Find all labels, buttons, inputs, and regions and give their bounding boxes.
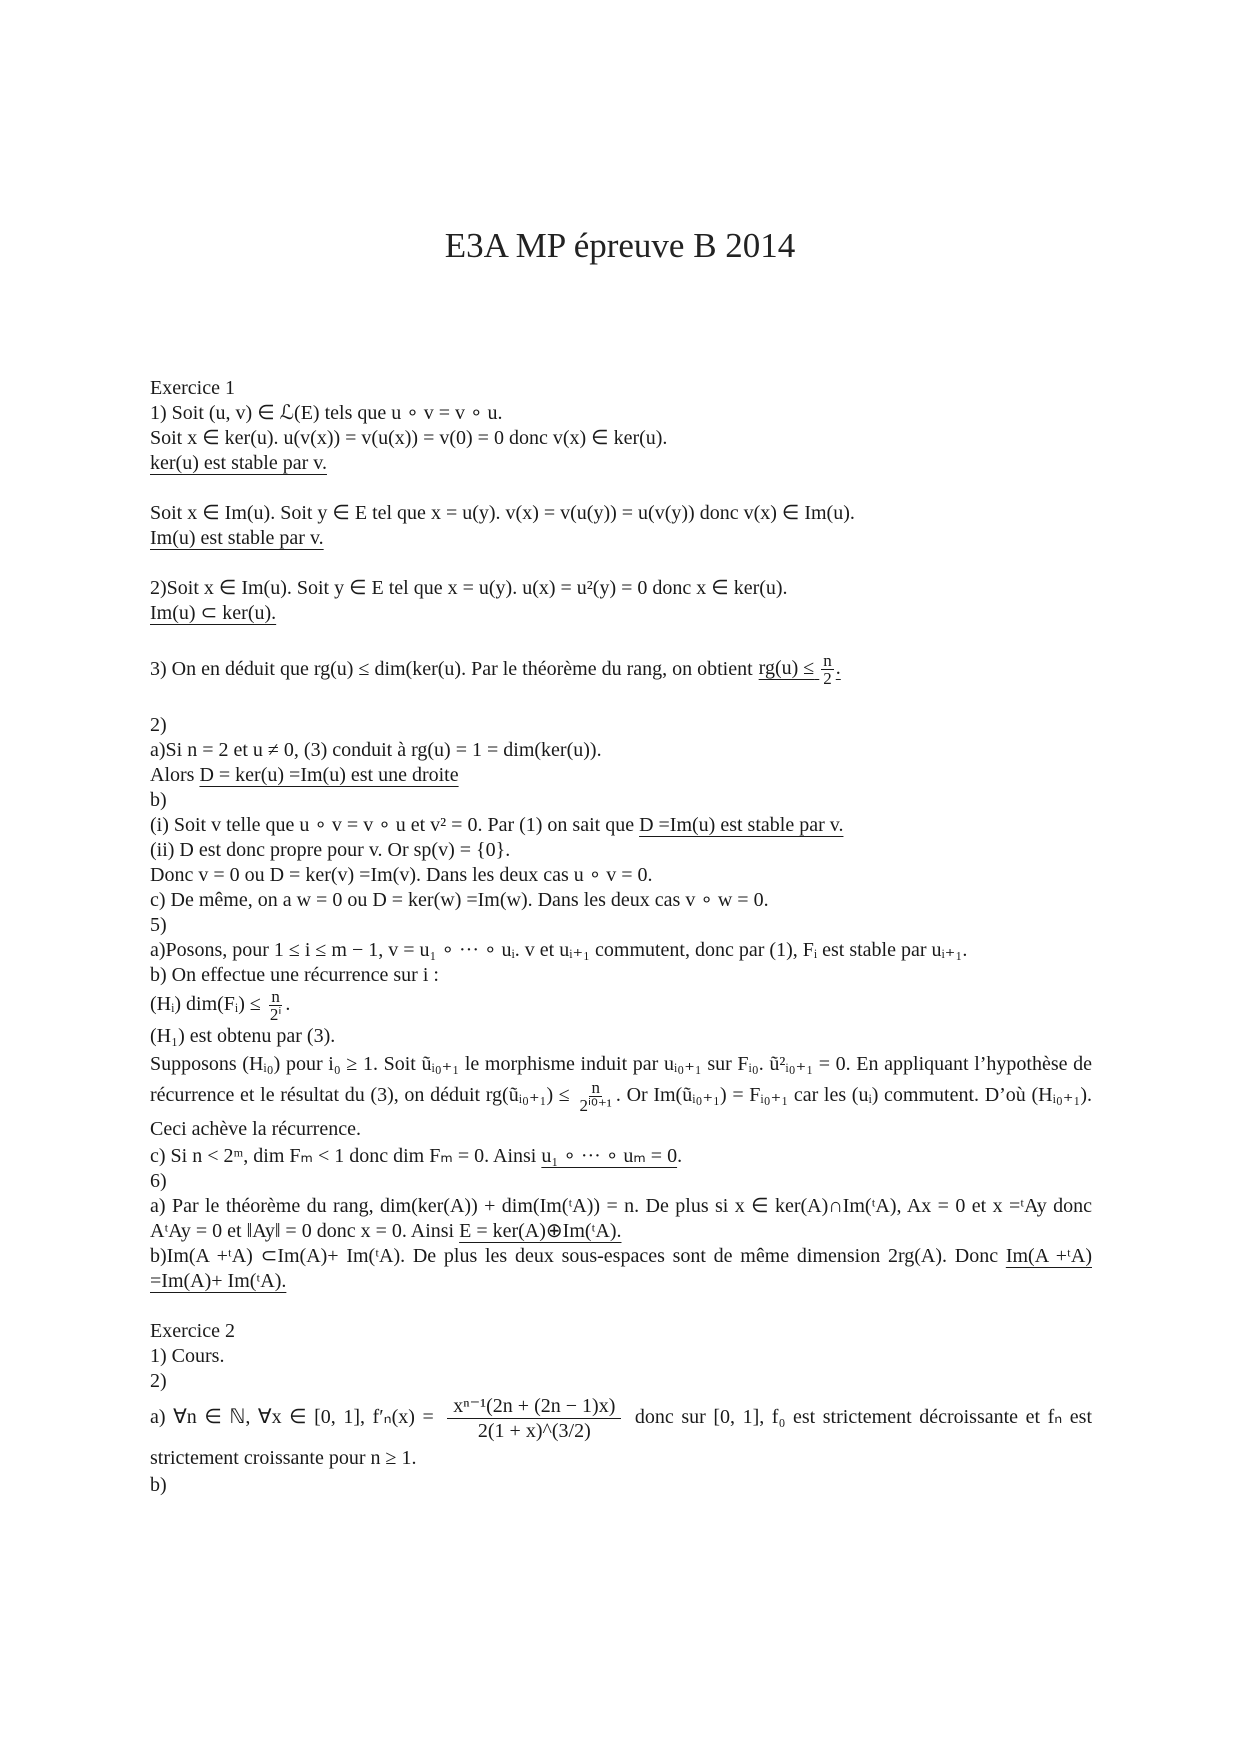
result-line bbox=[150, 526, 1092, 551]
text-line: b) bbox=[150, 1474, 167, 1496]
spacer bbox=[150, 1294, 1092, 1319]
text-line: c) De même, on a w = 0 ou D = ker(w) =Im(w). Dans les deux cas v ∘ w = 0. bbox=[150, 889, 769, 911]
text-segment: Supposons (Hᵢ₀) pour i₀ ≥ 1. Soit ũᵢ₀₊₁ le morphisme induit par uᵢ₀₊₁ sur Fᵢ₀. ũ²ᵢ₀₊₁ = 0. En appliquant l’hypothèse de récurrence et le résultat du (3), on déduit rg(ũᵢ₀₊₁) ≤ bbox=[150, 1053, 1092, 1107]
text-line: Soit x ∈ Im(u). Soit y ∈ E tel que x = u(y). v(x) = v(u(y)) = u(v(y)) donc v(x) ∈ Im(u). bbox=[150, 502, 855, 524]
text-paragraph bbox=[150, 1244, 1092, 1294]
text-segment: a) Par le théorème du rang, dim(ker(A)) + dim(Im(ᵗA)) = n. De plus si x ∈ ker(A)∩Im(ᵗA), Ax = 0 et x =ᵗAy donc AᵗAy = 0 et ‖Ay‖ = 0 donc x = 0. Ainsi bbox=[150, 1195, 1092, 1242]
fraction-denominator: 2(1 + x)^(3/2) bbox=[477, 1420, 591, 1442]
fraction-numerator: n bbox=[271, 987, 280, 1006]
fraction bbox=[268, 988, 284, 1023]
text-segment: 3) On en déduit que rg(u) ≤ dim(ker(u). Par le théorème du rang, on obtient bbox=[150, 658, 753, 680]
text-segment: (i) Soit v telle que u ∘ v = v ∘ u et v² = 0. Par (1) on sait que bbox=[150, 814, 640, 836]
underlined-result: Im(u) est stable par v. bbox=[150, 527, 324, 549]
underlined-result: ker(u) est stable par v. bbox=[150, 452, 327, 474]
spacer bbox=[150, 626, 1092, 651]
fraction-numerator: xⁿ⁻¹(2n + (2n − 1)x) bbox=[447, 1394, 621, 1419]
text-segment: c) Si n < 2ᵐ, dim Fₘ < 1 donc dim Fₘ = 0. Ainsi bbox=[150, 1145, 542, 1167]
fraction bbox=[577, 1079, 613, 1114]
text-line: 2) bbox=[150, 714, 167, 736]
text-line: 6) bbox=[150, 1170, 167, 1192]
text-line: a)Si n = 2 et u ≠ 0, (3) conduit à rg(u) = 1 = dim(ker(u)). bbox=[150, 739, 602, 761]
text-line: b) bbox=[150, 789, 167, 811]
underlined-result: Im(u) ⊂ ker(u). bbox=[150, 602, 277, 624]
document-body bbox=[150, 376, 1092, 1498]
spacer bbox=[150, 551, 1092, 576]
page-title: E3A MP épreuve B 2014 bbox=[444, 226, 796, 265]
result-line bbox=[150, 451, 1092, 476]
text-line: 1) Cours. bbox=[150, 1345, 225, 1367]
fraction-denominator: 2ⁱ⁰⁺¹ bbox=[579, 1096, 612, 1115]
text-segment: . Or Im(ũᵢ₀₊₁) = Fᵢ₀₊₁ car les (uᵢ) commutent. D’où (Hᵢ₀₊₁). Ceci achève la récurrence. bbox=[150, 1084, 1093, 1140]
fraction-numerator: n bbox=[591, 1078, 600, 1097]
text-paragraph bbox=[150, 1194, 1092, 1244]
text-line: (ii) D est donc propre pour v. Or sp(v) = {0}. bbox=[150, 839, 511, 861]
underlined-result: D =Im(u) est stable par v. bbox=[639, 814, 844, 836]
text-segment: donc sur [0, 1], f₀ est strictement décroissante et fₙ est strictement croissante pour n ≥ 1. bbox=[150, 1406, 1092, 1469]
text-segment: Alors bbox=[150, 764, 200, 786]
fraction-denominator: 2ⁱ bbox=[269, 1005, 282, 1024]
result-line bbox=[150, 601, 1092, 626]
underlined-result: E = ker(A)⊕Im(ᵗA). bbox=[459, 1220, 622, 1242]
text-segment: . bbox=[835, 657, 841, 680]
text-line-with-fraction bbox=[150, 651, 1092, 688]
text-segment: b)Im(A +ᵗA) ⊂Im(A)+ Im(ᵗA). De plus les deux sous-espaces sont de même dimension 2rg(A). Donc bbox=[150, 1245, 1006, 1267]
underlined-result bbox=[759, 652, 841, 687]
exercise-1-heading: Exercice 1 bbox=[150, 377, 235, 399]
text-line: (H₁) est obtenu par (3). bbox=[150, 1025, 336, 1047]
text-line: b) On effectue une récurrence sur i : bbox=[150, 964, 439, 986]
text-paragraph bbox=[150, 1394, 1092, 1473]
underlined-result: D = ker(u) =Im(u) est une droite bbox=[199, 764, 459, 786]
text-segment: (Hᵢ) dim(Fᵢ) ≤ bbox=[150, 993, 261, 1016]
text-line: Soit x ∈ ker(u). u(v(x)) = v(u(x)) = v(0) = 0 donc v(x) ∈ ker(u). bbox=[150, 427, 668, 449]
exercise-2-heading: Exercice 2 bbox=[150, 1320, 235, 1342]
text-segment: a) ∀n ∈ ℕ, ∀x ∈ [0, 1], f′ₙ(x) = bbox=[150, 1406, 434, 1429]
text-line: 5) bbox=[150, 914, 167, 936]
underlined-result: Im(A +ᵗA) =Im(A)+ Im(ᵗA). bbox=[150, 1245, 1092, 1292]
text-line: 2) bbox=[150, 1370, 167, 1392]
text-line bbox=[150, 763, 1092, 788]
text-line bbox=[150, 1144, 1092, 1169]
spacer bbox=[150, 476, 1092, 501]
fraction bbox=[447, 1394, 621, 1443]
text-line-with-fraction bbox=[150, 988, 1092, 1024]
text-line: Donc v = 0 ou D = ker(v) =Im(v). Dans les deux cas u ∘ v = 0. bbox=[150, 864, 653, 886]
text-segment: . bbox=[677, 1145, 683, 1167]
text-line bbox=[150, 813, 1092, 838]
text-segment: rg(u) ≤ bbox=[758, 657, 815, 680]
text-line: 2)Soit x ∈ Im(u). Soit y ∈ E tel que x = u(y). u(x) = u²(y) = 0 donc x ∈ ker(u). bbox=[150, 577, 788, 599]
text-segment: . bbox=[285, 993, 291, 1016]
text-paragraph bbox=[150, 1049, 1092, 1144]
fraction-numerator: n bbox=[823, 651, 832, 670]
underlined-result: u₁ ∘ ··· ∘ uₘ = 0 bbox=[541, 1145, 678, 1167]
fraction-denominator: 2 bbox=[823, 669, 832, 688]
spacer bbox=[150, 688, 1092, 713]
fraction bbox=[821, 652, 834, 687]
text-paragraph: a)Posons, pour 1 ≤ i ≤ m − 1, v = u₁ ∘ ··· ∘ uᵢ. v et uᵢ₊₁ commutent, donc par (1), Fᵢ est stable par uᵢ₊₁. bbox=[150, 939, 968, 961]
text-line: 1) Soit (u, v) ∈ ℒ(E) tels que u ∘ v = v ∘ u. bbox=[150, 402, 503, 424]
